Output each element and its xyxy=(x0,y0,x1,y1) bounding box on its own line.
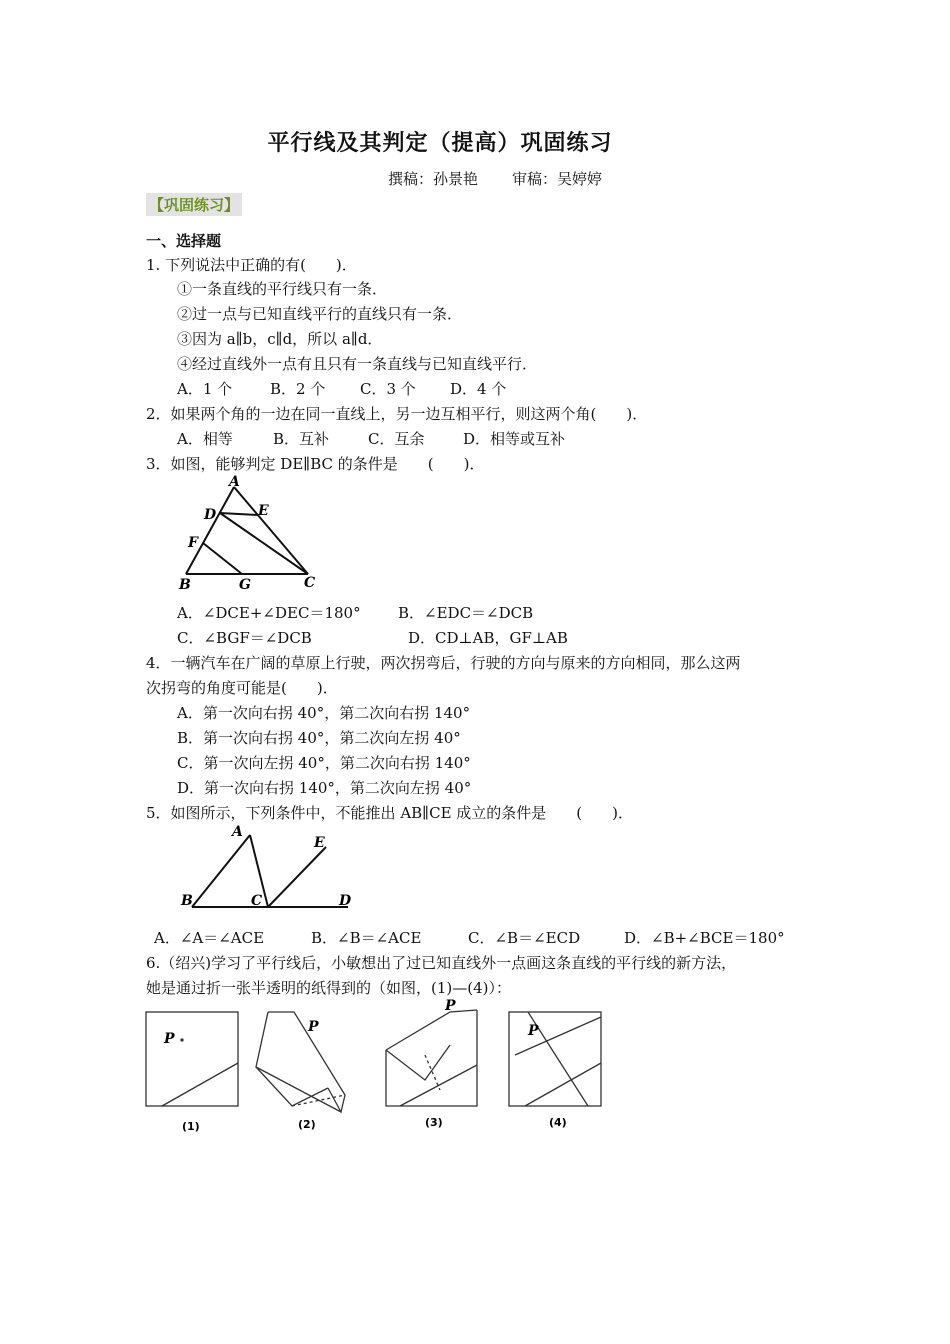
q2-option-d: D．相等或互补 xyxy=(463,430,566,448)
point-p-label-1: P xyxy=(164,1031,175,1047)
label-g: G xyxy=(239,577,251,593)
q1-option-c: C．3 个 xyxy=(360,380,416,398)
q4-stem-line1: 4．一辆汽车在广阔的草原上行驶，两次拐弯后，行驶的方向与原来的方向相同，那么这两 xyxy=(146,654,741,672)
label-f: F xyxy=(188,535,198,551)
q2-option-a: A．相等 xyxy=(177,430,233,448)
q6-stem-line1: 6.（绍兴)学习了平行线后，小敏想出了过已知直线外一点画这条直线的平行线的新方法， xyxy=(146,954,737,972)
author-writer: 撰稿：孙景艳 xyxy=(388,170,479,188)
caption-1: (1) xyxy=(182,1120,200,1133)
q1-item: ②过一点与已知直线平行的直线只有一条． xyxy=(177,305,463,323)
q4-option-b: B．第一次向右拐 40°，第二次向左拐 40° xyxy=(177,729,461,747)
label-b: B xyxy=(181,893,193,909)
paper-edge-3 xyxy=(386,1010,477,1106)
paper-square-1 xyxy=(146,1012,238,1106)
caption-3: (3) xyxy=(425,1116,443,1129)
q5-option-a: A．∠A＝∠ACE xyxy=(154,929,265,947)
q4-stem-line2: 次拐弯的角度可能是( )． xyxy=(146,679,338,697)
q3-triangle-figure xyxy=(176,475,326,595)
q3-option-d: D．CD⊥AB，GF⊥AB xyxy=(408,629,568,647)
q5-option-c: C．∠B＝∠ECD xyxy=(468,929,581,947)
segment-fg xyxy=(203,543,242,574)
q3-option-c: C．∠BGF＝∠DCB xyxy=(177,629,312,647)
q1-item: ④经过直线外一点有且只有一条直线与已知直线平行． xyxy=(177,355,538,373)
authors xyxy=(388,168,602,189)
point-p-label-2: P xyxy=(308,1019,319,1035)
q4-option-c: C．第一次向左拐 40°，第二次向右拐 140° xyxy=(177,754,471,772)
label-a: A xyxy=(232,824,243,840)
label-d: D xyxy=(339,893,352,909)
q1-option-a: A．1 个 xyxy=(177,380,233,398)
label-c: C xyxy=(304,575,316,591)
given-line-4 xyxy=(525,1063,601,1106)
point-p-label-4: P xyxy=(528,1023,539,1039)
point-p-label-3: P xyxy=(445,998,456,1014)
q2-option-b: B．互补 xyxy=(273,430,330,448)
q2-stem: 2．如果两个角的一边在同一直线上，另一边互相平行，则这两个角( )． xyxy=(146,405,648,423)
segment-ab xyxy=(192,835,250,907)
q3-option-a: A．∠DCE+∠DEC＝180° xyxy=(177,604,361,622)
label-b: B xyxy=(179,577,191,593)
q1-stem: 1. 下列说法中正确的有( )． xyxy=(146,256,357,274)
page-title: 平行线及其判定（提高）巩固练习 xyxy=(267,131,613,156)
q6-stem-line2: 她是通过折一张半透明的纸得到的（如图，(1)—(4)）： xyxy=(146,979,511,997)
label-a: A xyxy=(229,475,240,490)
q4-option-a: A．第一次向右拐 40°，第二次向右拐 140° xyxy=(177,704,471,722)
label-d: D xyxy=(204,507,217,523)
q3-stem: 3．如图，能够判定 DE∥BC 的条件是 ( )． xyxy=(146,455,485,473)
q3-option-b: B．∠EDC＝∠DCB xyxy=(398,604,534,622)
fold-flap-3 xyxy=(386,1045,450,1080)
given-line-3 xyxy=(400,1065,477,1106)
q5-option-b: B．∠B＝∠ACE xyxy=(311,929,422,947)
q2-option-c: C．互余 xyxy=(368,430,425,448)
q5-option-d: D．∠B+∠BCE＝180° xyxy=(624,929,785,947)
q1-item: ①一条直线的平行线只有一条． xyxy=(177,280,388,298)
q1-item: ③因为 a∥b，c∥d，所以 a∥d． xyxy=(177,330,383,348)
caption-4: (4) xyxy=(549,1116,567,1129)
point-p-dot xyxy=(181,1039,183,1041)
ray-ce xyxy=(268,847,326,907)
author-reviewer: 审稿：吴婷婷 xyxy=(512,170,603,188)
paper-square-4 xyxy=(509,1012,601,1106)
label-e: E xyxy=(314,835,325,851)
q4-option-d: D．第一次向右拐 140°，第二次向左拐 40° xyxy=(177,779,472,797)
label-c: C xyxy=(251,893,263,909)
dashed-crease-3 xyxy=(425,1055,440,1090)
caption-2: (2) xyxy=(298,1118,316,1131)
given-line-1 xyxy=(162,1063,238,1106)
section-heading: 一、选择题 xyxy=(146,232,222,250)
paper-top-3 xyxy=(386,1010,477,1050)
q5-stem: 5．如图所示，下列条件中，不能推出 AB∥CE 成立的条件是 ( )． xyxy=(146,804,633,822)
segment-de xyxy=(220,513,258,515)
section-badge: 【巩固练习】 xyxy=(146,193,242,216)
q5-figure xyxy=(176,823,366,915)
q1-option-d: D．4 个 xyxy=(450,380,507,398)
q1-option-b: B．2 个 xyxy=(270,380,326,398)
q6-folding-figures xyxy=(140,995,620,1140)
label-e: E xyxy=(258,503,269,519)
